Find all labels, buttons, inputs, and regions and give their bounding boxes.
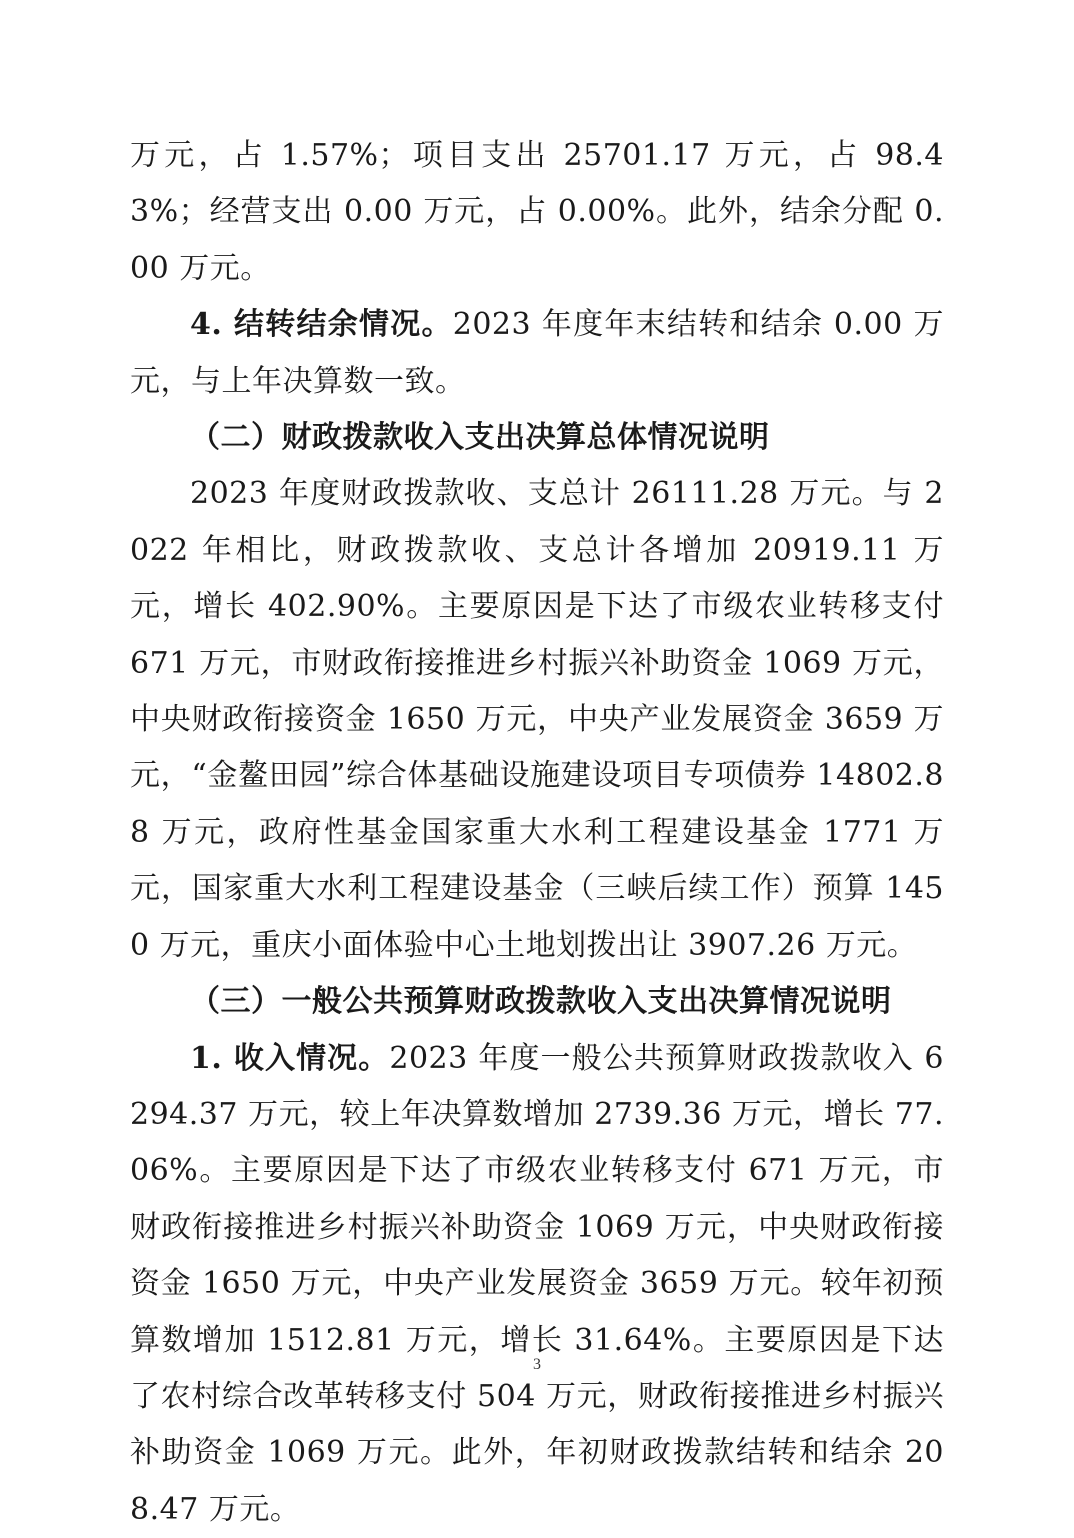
continuation-paragraph: 万元，占 1.57%；项目支出 25701.17 万元，占 98.43%；经营支出 0.00 万元，占 0.00%。此外，结余分配 0.00 万元。 xyxy=(130,128,944,297)
item-income-lead: 1. 收入情况。 xyxy=(190,1041,389,1076)
item-income-text: 2023 年度一般公共预算财政拨款收入 6294.37 万元，较上年决算数增加 2739.36 万元，增长 77.06%。主要原因是下达了市级农业转移支付 671 万元，市财政衔接推进乡村振兴补助资金 1069 万元，中央财政衔接资金 1650 万元，中央产业发展资金 3659 万元。较年初预算数增加 1512.81 万元，增长 31.64%。主要原因是下达了农村综合改革转移支付 504 万元，财政衔接推进乡村振兴补助资金 1069 万元。此外，年初财政拨款结转和结余 208.47 万元。 xyxy=(130,1041,944,1527)
document-body xyxy=(130,128,944,1538)
item-carryover-paragraph xyxy=(130,297,944,410)
item-carryover-text: 2023 年度年末结转和结余 0.00 万元，与上年决算数一致。 xyxy=(130,307,944,398)
section-heading-general-budget: （三）一般公共预算财政拨款收入支出决算情况说明 xyxy=(130,974,944,1030)
page-number: 3 xyxy=(0,1356,1074,1374)
section-heading-fiscal-overview: （二）财政拨款收入支出决算总体情况说明 xyxy=(130,410,944,466)
item-income-paragraph xyxy=(130,1031,944,1538)
item-carryover-lead: 4. 结转结余情况。 xyxy=(190,307,453,342)
fiscal-overview-paragraph: 2023 年度财政拨款收、支总计 26111.28 万元。与 2022 年相比，财政拨款收、支总计各增加 20919.11 万元，增长 402.90%。主要原因是下达了市级农业转移支付 671 万元，市财政衔接推进乡村振兴补助资金 1069 万元，中央财政衔接资金 1650 万元，中央产业发展资金 3659 万元，“金鳌田园”综合体基础设施建设项目专项债券 14802.88 万元，政府性基金国家重大水利工程建设基金 1771 万元，国家重大水利工程建设基金（三峡后续工作）预算 1450 万元，重庆小面体验中心土地划拨出让 3907.26 万元。 xyxy=(130,466,944,974)
